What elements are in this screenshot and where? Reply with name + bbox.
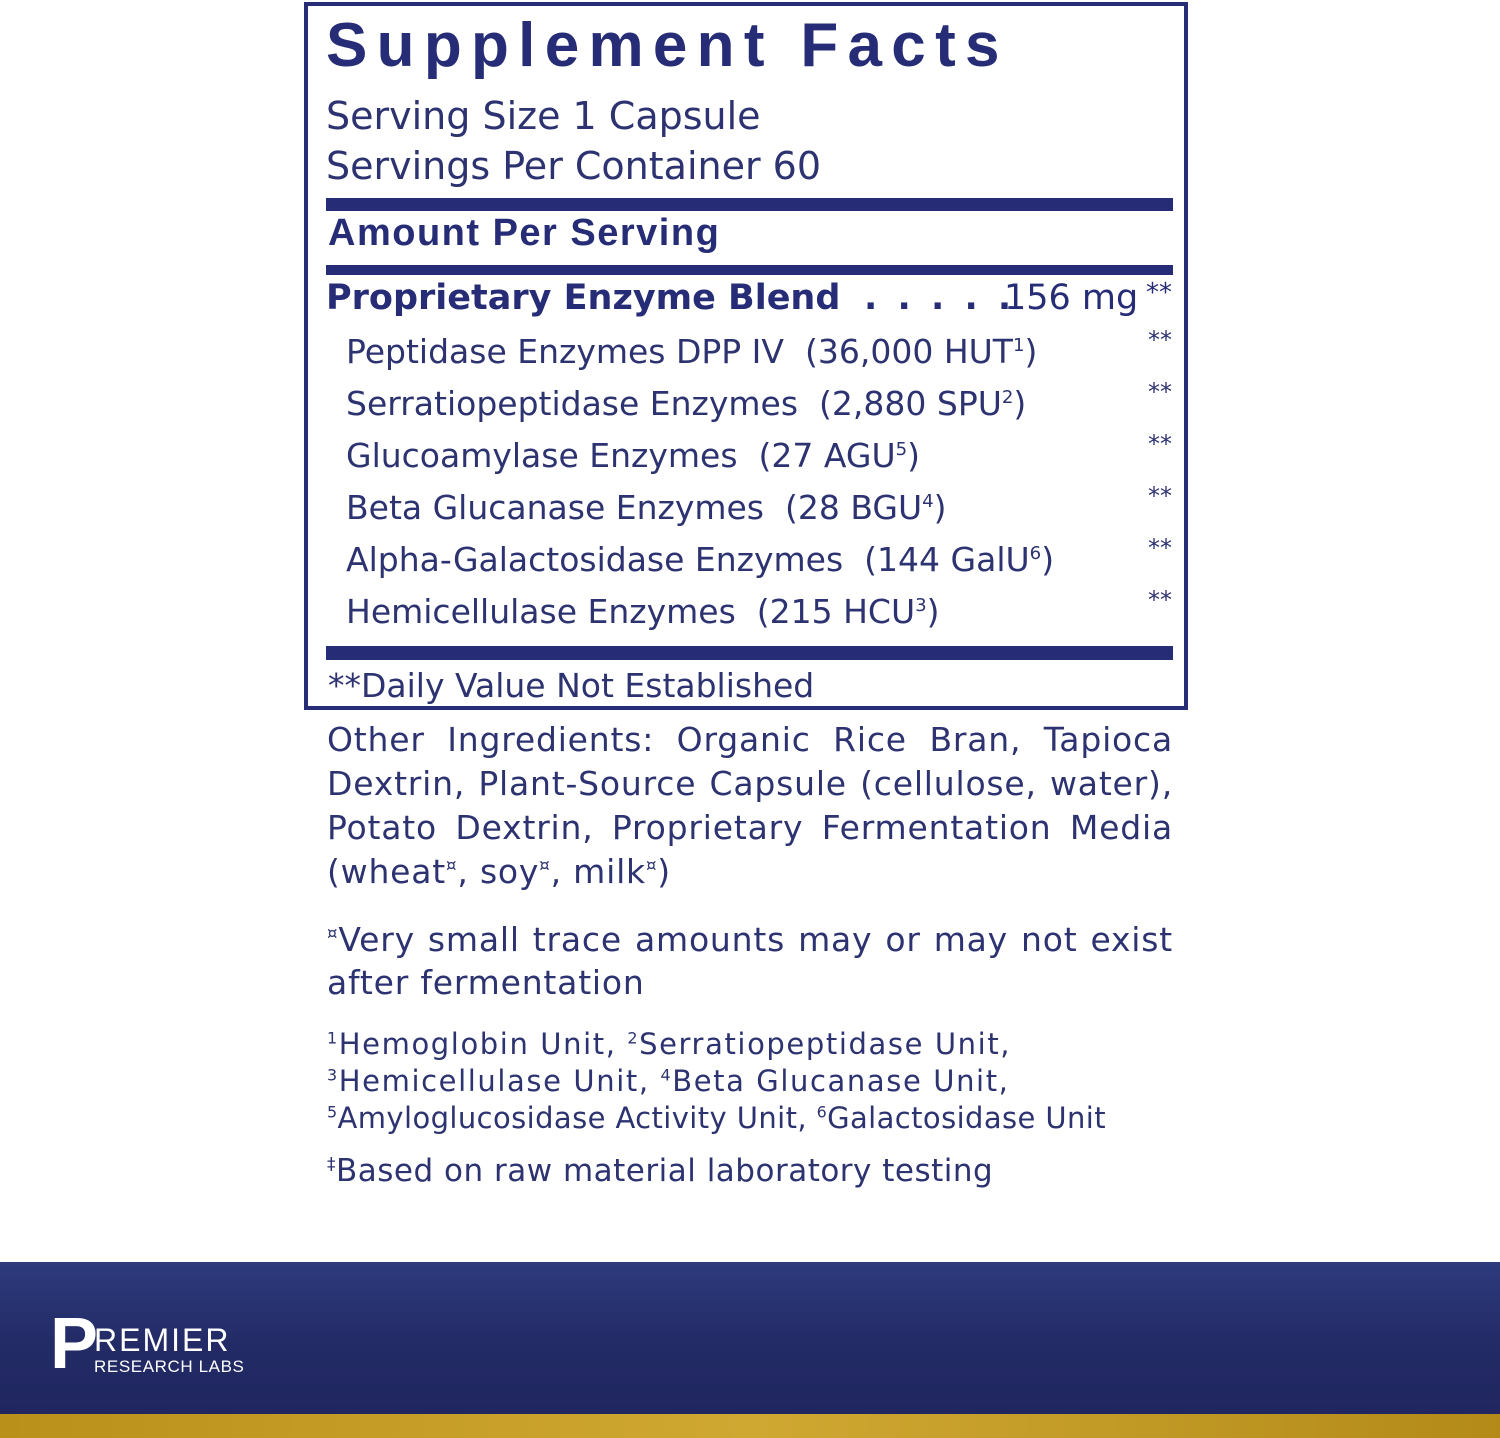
- ingredient-amount: (144 GalU: [864, 540, 1030, 579]
- ingredient-dv: **: [1148, 482, 1172, 510]
- double-dagger-mark: ‡: [327, 1154, 337, 1175]
- other-ingredients: [327, 718, 1173, 894]
- ingredient-name: Glucoamylase Enzymes: [346, 436, 738, 475]
- ingredient-dv: **: [1148, 430, 1172, 458]
- ingredient-unit-ref: 4: [922, 491, 934, 512]
- ingredient-name: Serratiopeptidase Enzymes: [346, 384, 799, 423]
- unit-ref: 5: [327, 1102, 338, 1122]
- trace-mark: ¤: [539, 856, 551, 875]
- unit-definition: Beta Glucanase Unit,: [672, 1064, 1010, 1098]
- ingredient-row: [346, 378, 1172, 428]
- ingredient-close: ): [1013, 384, 1027, 423]
- thick-divider-bottom: [326, 646, 1173, 660]
- daily-value-note: **Daily Value Not Established: [328, 666, 815, 705]
- premier-research-labs-logo: [50, 1304, 250, 1384]
- ingredient-close: ): [933, 488, 947, 527]
- trace-mark: ¤: [446, 856, 458, 875]
- ingredient-row: [346, 430, 1172, 480]
- ingredient-unit-ref: 2: [1001, 387, 1014, 408]
- unit-definition: Serratiopeptidase Unit,: [639, 1027, 1012, 1061]
- other-ingredient-close: ): [657, 852, 671, 891]
- gold-stripe: [0, 1414, 1500, 1438]
- ingredient-dv: **: [1148, 534, 1172, 562]
- ingredient-unit-ref: 6: [1029, 543, 1042, 564]
- unit-definition: Amyloglucosidase Activity Unit,: [337, 1101, 817, 1135]
- unit-definition: Hemoglobin Unit,: [338, 1027, 628, 1061]
- ingredient-close: ): [1041, 540, 1055, 579]
- trace-amounts-note: [327, 918, 1173, 1004]
- unit-ref: 1: [327, 1028, 339, 1048]
- ingredient-name: Peptidase Enzymes DPP IV: [346, 332, 784, 371]
- ingredient-row: [346, 326, 1172, 376]
- logo-initial: P: [50, 1304, 99, 1384]
- unit-definition: Galactosidase Unit: [827, 1101, 1107, 1135]
- medium-divider: [326, 265, 1173, 275]
- ingredient-close: ): [907, 436, 921, 475]
- ingredient-dv: **: [1148, 378, 1172, 406]
- blend-dv: **: [1146, 278, 1172, 308]
- blend-name: Proprietary Enzyme Blend: [326, 278, 841, 318]
- trace-mark: ¤: [645, 856, 658, 875]
- ingredient-name: Beta Glucanase Enzymes: [346, 488, 764, 527]
- unit-definitions: [327, 1026, 1127, 1137]
- logo-subtitle: RESEARCH LABS: [94, 1357, 245, 1376]
- ingredient-amount: (36,000 HUT: [804, 332, 1013, 371]
- ingredient-row: [346, 482, 1172, 532]
- ingredient-close: ): [926, 592, 940, 631]
- lab-testing-note: [327, 1153, 993, 1189]
- ingredient-unit-ref: 1: [1012, 335, 1025, 356]
- ingredient-dv: **: [1148, 586, 1172, 614]
- ingredient-dv: **: [1148, 326, 1172, 354]
- ingredient-name: Hemicellulase Enzymes: [346, 592, 736, 631]
- ingredient-row: [346, 586, 1172, 636]
- ingredient-unit-ref: 3: [915, 595, 927, 616]
- ingredient-unit-ref: 5: [895, 439, 908, 460]
- ingredient-amount: (28 BGU: [784, 488, 923, 527]
- ingredient-amount: (215 HCU: [756, 592, 916, 631]
- ingredient-amount: (2,880 SPU: [819, 384, 1002, 423]
- unit-ref: 3: [327, 1065, 339, 1085]
- unit-ref: 4: [660, 1065, 673, 1085]
- logo-word: REMIER: [94, 1322, 231, 1358]
- unit-definition: Hemicellulase Unit,: [338, 1064, 661, 1098]
- other-ingredients-text: Other Ingredients: Organic Rice Bran, Tapioca Dextrin, Plant-Source Capsule (cellulose, water), Potato Dextrin, Proprietary Fermentation Media (wheat: [327, 720, 1173, 891]
- blend-amount: 156 mg: [1004, 278, 1139, 318]
- ingredient-row: [346, 534, 1172, 584]
- lab-note-text: Based on raw material laboratory testing: [336, 1153, 994, 1189]
- panel-title: Supplement Facts: [326, 11, 1009, 80]
- blend-leader-dots: . . . . .: [864, 278, 1016, 318]
- unit-ref: 6: [816, 1102, 828, 1122]
- ingredient-name: Alpha-Galactosidase Enzymes: [346, 540, 844, 579]
- thick-divider: [326, 198, 1173, 211]
- ingredient-amount: (27 AGU: [758, 436, 896, 475]
- ingredient-close: ): [1024, 332, 1038, 371]
- other-ingredient-item: , milk: [550, 852, 646, 891]
- unit-ref: 2: [627, 1028, 640, 1048]
- trace-note-text: Very small trace amounts may or may not exist after fermentation: [327, 920, 1173, 1002]
- serving-size: Serving Size 1 Capsule: [326, 94, 761, 138]
- servings-per-container: Servings Per Container 60: [326, 144, 822, 188]
- amount-per-serving-heading: Amount Per Serving: [328, 212, 721, 254]
- other-ingredient-item: , soy: [457, 852, 540, 891]
- blend-row: [326, 278, 1172, 322]
- trace-mark: ¤: [327, 924, 339, 943]
